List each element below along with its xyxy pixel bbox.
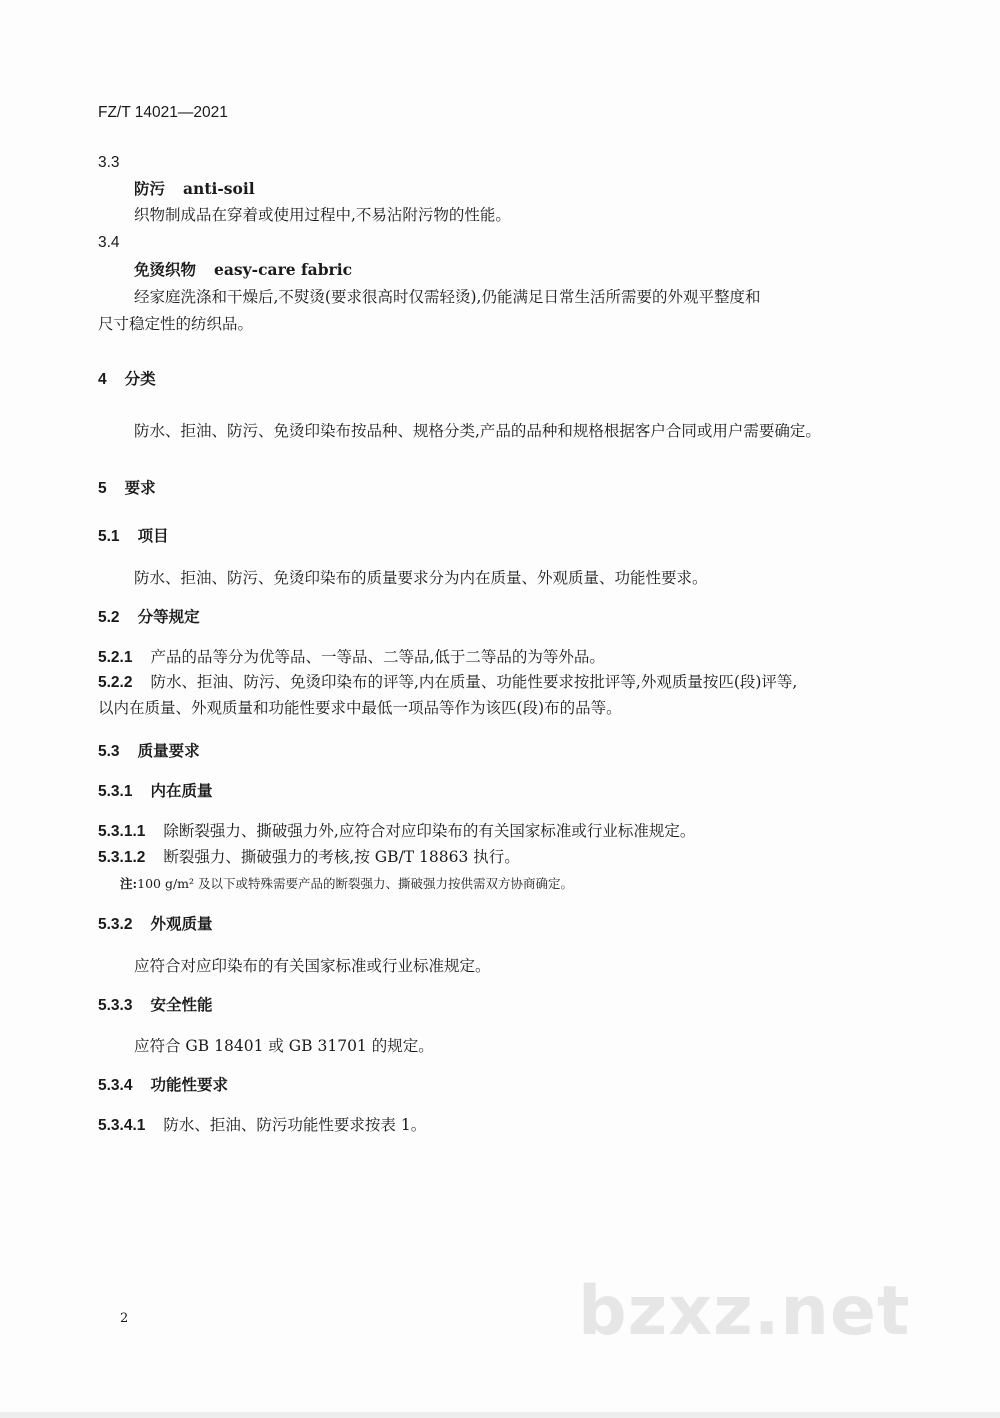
paragraph: 防水、拒油、防污、免烫印染布按品种、规格分类,产品的品种和规格根据客户合同或用户需要确定。 xyxy=(134,422,821,440)
page-number: 2 xyxy=(120,1311,129,1326)
clause: 5.3.4.1 防水、拒油、防污功能性要求按表 1。 xyxy=(98,1116,427,1134)
paragraph: 防水、拒油、防污、免烫印染布的质量要求分为内在质量、外观质量、功能性要求。 xyxy=(134,569,708,587)
clause: 5.3.1.1 除断裂强力、撕破强力外,应符合对应印染布的有关国家标准或行业标准规定。 xyxy=(98,822,696,840)
paragraph: 应符合对应印染布的有关国家标准或行业标准规定。 xyxy=(134,957,491,975)
clause-number: 3.3 xyxy=(98,154,120,171)
section-heading: 4 分类 xyxy=(98,369,156,388)
clause-number: 3.4 xyxy=(98,234,120,251)
section-heading: 5 要求 xyxy=(98,478,156,497)
term-heading xyxy=(134,179,255,199)
term-definition: 经家庭洗涤和干燥后,不熨烫(要求很高时仅需轻烫),仍能满足日常生活所需要的外观平整度和 xyxy=(134,288,761,306)
term-definition: 织物制成品在穿着或使用过程中,不易沾附污物的性能。 xyxy=(134,206,511,224)
watermark: bzxz.net xyxy=(578,1272,911,1351)
section-heading: 5.3 质量要求 xyxy=(98,741,200,760)
page-edge xyxy=(0,1412,1000,1418)
section-heading: 5.3.4 功能性要求 xyxy=(98,1075,228,1094)
term-definition-cont: 尺寸稳定性的纺织品。 xyxy=(98,315,254,333)
paragraph: 应符合 GB 18401 或 GB 31701 的规定。 xyxy=(134,1037,434,1055)
section-heading: 5.1 项目 xyxy=(98,526,169,545)
clause: 5.3.1.2 断裂强力、撕破强力的考核,按 GB/T 18863 执行。 xyxy=(98,848,520,866)
section-heading: 5.3.2 外观质量 xyxy=(98,914,213,933)
term-heading xyxy=(134,260,352,280)
clause-cont: 以内在质量、外观质量和功能性要求中最低一项品等作为该匹(段)布的品等。 xyxy=(98,699,622,717)
standard-code: FZ/T 14021—2021 xyxy=(98,104,228,121)
section-heading: 5.3.1 内在质量 xyxy=(98,781,213,800)
term-zh: 防污 xyxy=(134,179,166,198)
clause: 5.2.2 防水、拒油、防污、免烫印染布的评等,内在质量、功能性要求按批评等,外观质量按匹(段)评等, xyxy=(98,673,798,691)
note: 注:100 g/m² 及以下或特殊需要产品的断裂强力、撕破强力按供需双方协商确定。 xyxy=(120,876,574,891)
term-zh: 免烫织物 xyxy=(134,260,197,279)
term-en: anti-soil xyxy=(183,179,255,198)
term-en: easy-care fabric xyxy=(214,260,353,279)
section-heading: 5.3.3 安全性能 xyxy=(98,995,213,1014)
clause: 5.2.1 产品的品等分为优等品、一等品、二等品,低于二等品的为等外品。 xyxy=(98,648,605,666)
section-heading: 5.2 分等规定 xyxy=(98,607,200,626)
